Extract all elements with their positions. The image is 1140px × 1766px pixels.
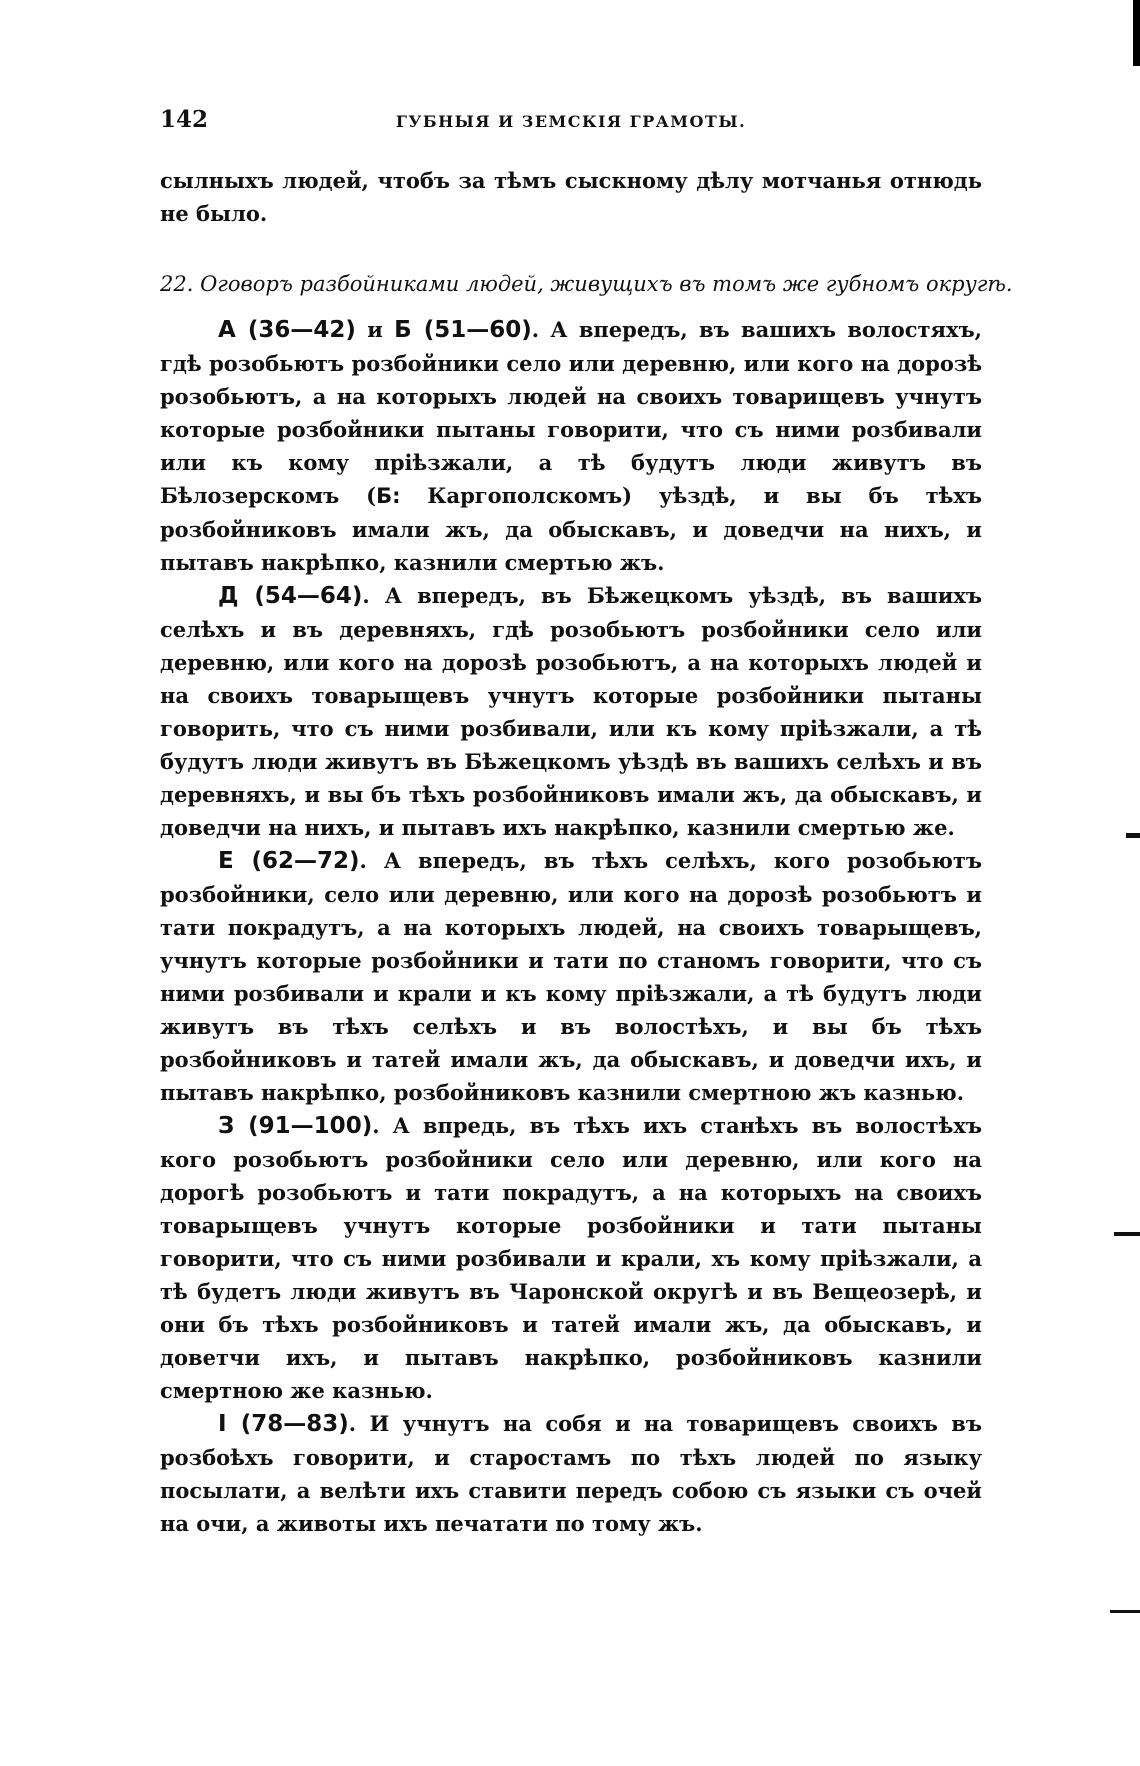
reference-e: Е (62—72) xyxy=(218,848,360,874)
continuation-text: сылныхъ людей, чтобъ за тѣмъ сыскному дѣлу мотчанья отнюдь не было. xyxy=(160,168,982,226)
margin-mark xyxy=(1114,1232,1140,1236)
margin-mark xyxy=(1110,1610,1140,1613)
reference-i: І (78—83) xyxy=(218,1411,349,1437)
paragraph-a-b xyxy=(160,313,982,579)
scan-edge-bar xyxy=(1133,0,1140,66)
paragraph-text: . А впередъ, въ Бѣжецкомъ уѣздѣ, въ вашихъ селѣхъ и въ деревняхъ, гдѣ розобьютъ розбойники село или деревню, или кого на дорозѣ розобьютъ, а на которыхъ людей и на своихъ товарыщевъ учнутъ которые розбойники пытаны говорить, что съ ними розбивали, или къ кому пріѣзжали, а тѣ будутъ люди живутъ въ Бѣжецкомъ уѣздѣ въ вашихъ селѣхъ и въ деревняхъ, и вы бъ тѣхъ розбойниковъ имали жъ, да обыскавъ, и доведчи на нихъ, и пытавъ ихъ накрѣпко, казнили смертью же. xyxy=(160,583,982,840)
paragraph-text: . И учнутъ на собя и на товарищевъ своихъ въ розбоѣхъ говорити, и старостамъ по тѣхъ людей по языку посылати, а велѣти ихъ ставити передъ собою съ языки съ очей на очи, а животы ихъ печатати по тому жъ. xyxy=(160,1411,982,1536)
paragraph-text: . А впередъ, въ вашихъ волостяхъ, гдѣ розобьютъ розбойники село или деревню, или кого на дорозѣ розобьютъ, а на которыхъ людей на своихъ товарищевъ учнутъ которые розбойники пытаны говорити, что съ ними розбивали или къ кому пріѣзжали, а тѣ будутъ люди живутъ въ Бѣлозерскомъ ( xyxy=(160,317,982,508)
paragraph-z xyxy=(160,1109,982,1407)
paragraph-text: . А впередъ, въ тѣхъ селѣхъ, кого розобьютъ розбойники, село или деревню, или кого на дорозѣ розобьютъ и тати покрадутъ, а на которыхъ людей, на своихъ товарыщевъ, учнутъ которые розбойники и тати по станомъ говорити, что съ ними розбивали и крали и къ кому пріѣзжали, а тѣ будутъ люди живутъ въ тѣхъ селѣхъ и въ волостѣхъ, и вы бъ тѣхъ розбойниковъ и татей имали жъ, да обыскавъ, и доведчи ихъ, и пытавъ накрѣпко, розбойниковъ казнили смертною жъ казнью. xyxy=(160,848,982,1105)
running-title: ГУБНЫЯ И ЗЕМСКІЯ ГРАМОТЫ. xyxy=(395,112,747,131)
reference-conjunction: и xyxy=(355,317,395,342)
paragraph-e xyxy=(160,844,982,1109)
reference-d: Д (54—64) xyxy=(218,583,363,609)
paragraph-text: . А впредь, въ тѣхъ ихъ станѣхъ въ волостѣхъ кого розобьютъ розбойники село или деревню, или кого на дорогѣ розобьютъ и тати покрадутъ, а на которыхъ на своихъ товарыщевъ учнутъ которые розбойники и тати пытаны говорити, что съ ними розбивали и крали, хъ кому пріѣзжали, а тѣ будетъ люди живутъ въ Чаронской округѣ и въ Вещеозерѣ, и они бъ тѣхъ розбойниковъ и татей имали жъ, да обыскавъ, и доветчи ихъ, и пытавъ накрѣпко, розбойниковъ казнили смертною же казнью. xyxy=(160,1113,983,1403)
reference-z: З (91—100) xyxy=(218,1113,373,1139)
inline-reference-b: Б: xyxy=(376,484,401,508)
paragraph-d xyxy=(160,579,982,844)
section-title: 22. Оговоръ разбойниками людей, живущихъ въ томъ же губномъ округѣ. xyxy=(160,272,1013,296)
paragraph-text: Каргополскомъ) уѣздѣ, и вы бъ тѣхъ розбойниковъ имали жъ, да обыскавъ, и доведчи на нихъ, и пытавъ накрѣпко, казнили смертью жъ. xyxy=(160,483,982,575)
page-number: 142 xyxy=(160,106,209,133)
page-header xyxy=(160,106,982,140)
reference-b: Б (51—60) xyxy=(394,317,532,343)
reference-a: А (36—42) xyxy=(218,317,356,343)
page-body xyxy=(160,164,1013,1540)
margin-mark xyxy=(1126,833,1140,838)
paragraph-i xyxy=(160,1407,982,1540)
